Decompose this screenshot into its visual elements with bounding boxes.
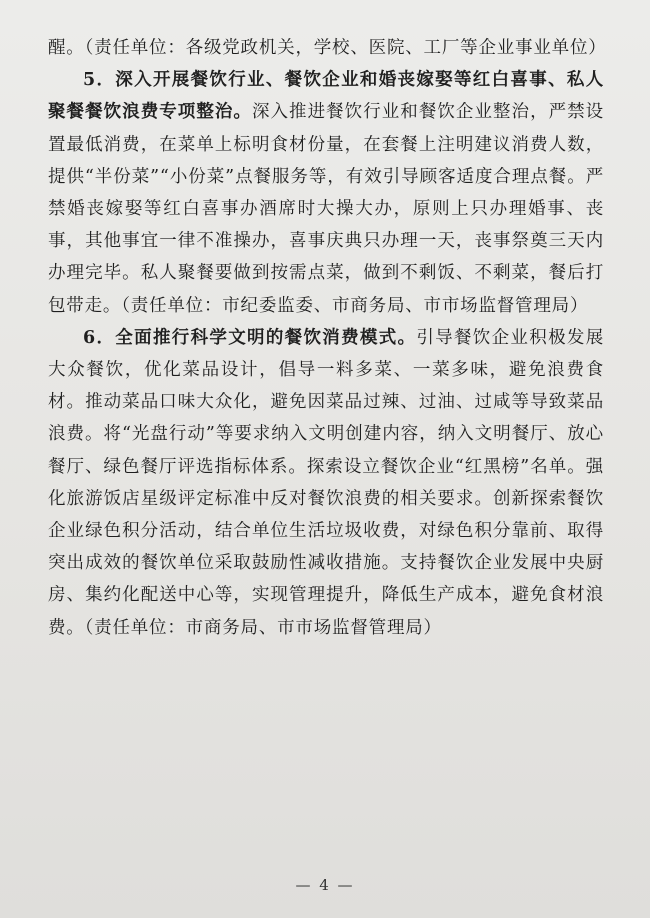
page-number: — 4 —	[295, 876, 355, 894]
item-5-body: 深入推进餐饮行业和餐饮企业整治，严禁设置最低消费，在菜单上标明食材份量，在套餐上注明建议消费人数，提供“半份菜”“小份菜”点餐服务等，有效引导顾客适度合理点餐。严禁婚丧嫁娶等红白喜事办酒席时大操大办，原则上只办理婚事、丧事，其他事宜一律不准操办，喜事庆典只办理一天，丧事祭奠三天内办理完毕。私人聚餐要做到按需点菜，做到不剩饭、不剩菜，餐后打包带走。（责任单位：市纪委监委、市商务局、市市场监督管理局）	[48, 102, 604, 316]
item-6-body: 引导餐饮企业积极发展大众餐饮，优化菜品设计，倡导一料多菜、一菜多味，避免浪费食材。推动菜品口味大众化，避免因菜品过辣、过油、过咸等导致菜品浪费。将“光盘行动”等要求纳入文明创建内容，纳入文明餐厅、放心餐厅、绿色餐厅评选指标体系。探索设立餐饮企业“红黑榜”名单。强化旅游饭店星级评定标准中反对餐饮浪费的相关要求。创新探索餐饮企业绿色积分活动，结合单位生活垃圾收费，对绿色积分靠前、取得突出成效的餐饮单位采取鼓励性减收措施。支持餐饮企业发展中央厨房、集约化配送中心等，实现管理提升，降低生产成本，避免食材浪费。（责任单位：市商务局、市市场监督管理局）	[48, 327, 604, 638]
paragraph-text: 醒。（责任单位：各级党政机关，学校、医院、工厂等企业事业单位）	[48, 38, 607, 58]
paragraph-continuation	[48, 32, 607, 64]
item-5-heading: 5．深入开展餐饮行业、餐饮企业和婚丧嫁娶等红白喜事、私人聚餐餐饮浪费专项整治。	[48, 70, 604, 123]
paragraph-item-6	[48, 322, 604, 644]
document-body	[48, 32, 607, 644]
item-6-heading: 6．全面推行科学文明的餐饮消费模式。	[83, 327, 417, 348]
paragraph-item-5	[48, 64, 604, 322]
